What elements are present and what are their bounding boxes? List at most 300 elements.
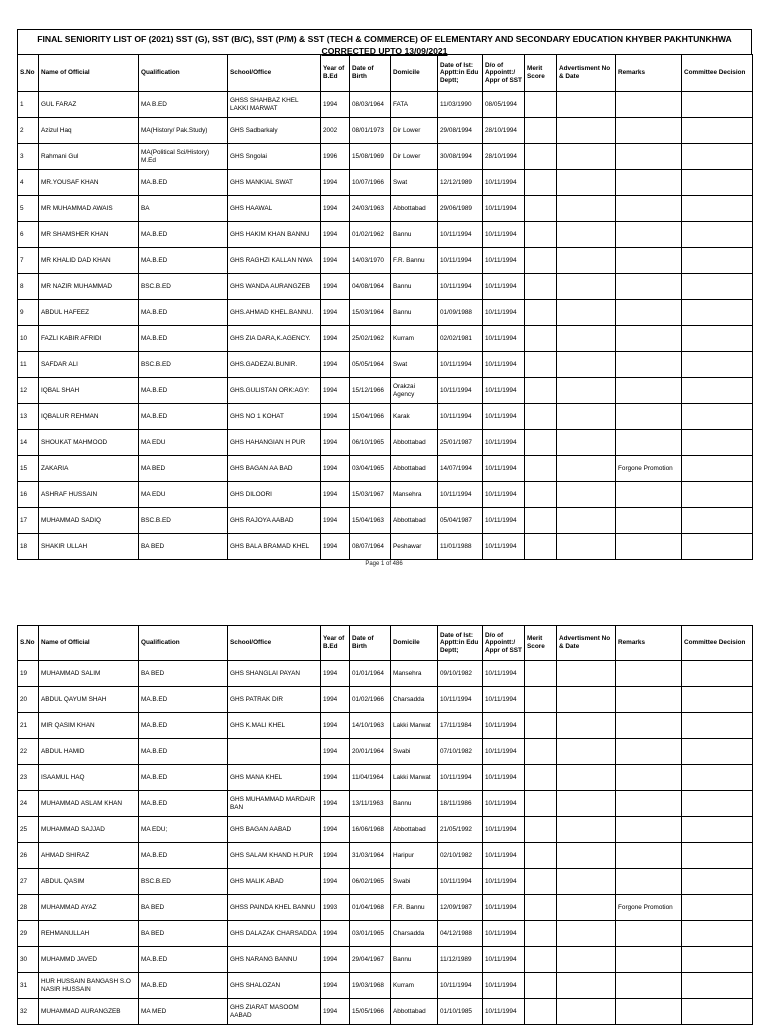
cell-domicile: Orakzai Agency	[391, 378, 438, 404]
cell-name: ZAKARIA	[39, 456, 139, 482]
column-header-qualification: Qualification	[139, 626, 228, 661]
table-row	[18, 817, 753, 843]
cell-qualification: MA MED	[139, 999, 228, 1025]
cell-advert	[557, 843, 616, 869]
cell-advert	[557, 895, 616, 921]
cell-sno: 25	[18, 817, 39, 843]
cell-merit	[525, 456, 557, 482]
cell-merit	[525, 791, 557, 817]
cell-domicile: Swat	[391, 352, 438, 378]
cell-first-appt: 29/08/1994	[438, 118, 483, 144]
title-line-1: FINAL SENIORITY LIST OF (2021) SST (G), SST (B/C), SST (P/M) & SST (TECH & COMMERCE) OF ELEMENTARY AND SECONDARY EDUCATION KHYBER PAKHTUNKHWA	[37, 34, 732, 44]
cell-school: GHS MALIK ABAD	[228, 869, 321, 895]
cell-remarks	[616, 869, 682, 895]
cell-advert	[557, 973, 616, 999]
cell-year-bed: 1994	[321, 791, 350, 817]
cell-committee	[682, 713, 753, 739]
cell-sst-appt: 28/10/1994	[483, 118, 525, 144]
table-row	[18, 92, 753, 118]
cell-advert	[557, 739, 616, 765]
cell-advert	[557, 196, 616, 222]
cell-first-appt: 11/03/1990	[438, 92, 483, 118]
cell-qualification: MA EDU;	[139, 817, 228, 843]
cell-name: MUHAMMAD AURANGZEB	[39, 999, 139, 1025]
cell-name: MR.YOUSAF KHAN	[39, 170, 139, 196]
cell-school: GHS BAGAN AA BAD	[228, 456, 321, 482]
cell-school: GHS DALAZAK CHARSADDA	[228, 921, 321, 947]
table-row	[18, 300, 753, 326]
cell-dob: 06/10/1965	[350, 430, 391, 456]
cell-committee	[682, 170, 753, 196]
cell-year-bed: 1994	[321, 661, 350, 687]
table-row	[18, 430, 753, 456]
cell-first-appt: 05/04/1987	[438, 508, 483, 534]
cell-name: ABDUL HAFEEZ	[39, 300, 139, 326]
cell-name: MR SHAMSHER KHAN	[39, 222, 139, 248]
cell-dob: 15/04/1963	[350, 508, 391, 534]
cell-sst-appt: 10/11/1994	[483, 456, 525, 482]
column-header-year-bed: Year of B.Ed	[321, 55, 350, 92]
cell-sno: 15	[18, 456, 39, 482]
cell-name: SAFDAR ALI	[39, 352, 139, 378]
cell-school: GHS WANDA AURANGZEB	[228, 274, 321, 300]
cell-first-appt: 21/05/1992	[438, 817, 483, 843]
table-header-row	[18, 55, 753, 92]
cell-first-appt: 10/11/1994	[438, 248, 483, 274]
cell-first-appt: 02/02/1981	[438, 326, 483, 352]
cell-advert	[557, 508, 616, 534]
cell-merit	[525, 534, 557, 560]
cell-school: GHS MANA KHEL	[228, 765, 321, 791]
cell-dob: 03/01/1965	[350, 921, 391, 947]
cell-first-appt: 10/11/1994	[438, 274, 483, 300]
cell-first-appt: 11/12/1989	[438, 947, 483, 973]
cell-advert	[557, 765, 616, 791]
cell-remarks	[616, 534, 682, 560]
cell-name: Rahmani Gul	[39, 144, 139, 170]
cell-merit	[525, 170, 557, 196]
cell-remarks	[616, 92, 682, 118]
cell-name: GUL FARAZ	[39, 92, 139, 118]
cell-first-appt: 09/10/1982	[438, 661, 483, 687]
cell-first-appt: 12/09/1987	[438, 895, 483, 921]
column-header-remarks: Remarks	[616, 626, 682, 661]
table-header-row	[18, 626, 753, 661]
cell-sst-appt: 10/11/1994	[483, 274, 525, 300]
cell-sno: 18	[18, 534, 39, 560]
cell-remarks: Forgone Promotion	[616, 895, 682, 921]
cell-advert	[557, 170, 616, 196]
cell-dob: 04/08/1964	[350, 274, 391, 300]
cell-first-appt: 10/11/1994	[438, 482, 483, 508]
cell-domicile: Abbottabad	[391, 456, 438, 482]
cell-merit	[525, 274, 557, 300]
table-row	[18, 713, 753, 739]
title-line-2: CORRECTED UPTO 13/09/2021	[321, 46, 448, 56]
column-header-first-appt: Date of Ist: Apptt:in Edu Deptt;	[438, 626, 483, 661]
cell-committee	[682, 300, 753, 326]
cell-qualification: MA.B.ED	[139, 947, 228, 973]
cell-dob: 06/02/1965	[350, 869, 391, 895]
cell-committee	[682, 456, 753, 482]
cell-remarks	[616, 843, 682, 869]
cell-advert	[557, 947, 616, 973]
cell-sst-appt: 10/11/1994	[483, 508, 525, 534]
cell-dob: 29/04/1967	[350, 947, 391, 973]
cell-dob: 08/01/1973	[350, 118, 391, 144]
cell-merit	[525, 973, 557, 999]
column-header-advert: Advertisment No & Date	[557, 55, 616, 92]
cell-domicile: Abbottabad	[391, 817, 438, 843]
cell-year-bed: 1994	[321, 300, 350, 326]
cell-qualification: MA.B.ED	[139, 843, 228, 869]
cell-advert	[557, 326, 616, 352]
table-row	[18, 687, 753, 713]
cell-first-appt: 10/11/1994	[438, 222, 483, 248]
cell-merit	[525, 817, 557, 843]
cell-school: GHS Sngolai	[228, 144, 321, 170]
column-header-year-bed: Year of B.Ed	[321, 626, 350, 661]
cell-sno: 2	[18, 118, 39, 144]
cell-domicile: Abbottabad	[391, 999, 438, 1025]
cell-sno: 12	[18, 378, 39, 404]
cell-merit	[525, 92, 557, 118]
cell-sst-appt: 10/11/1994	[483, 817, 525, 843]
cell-school: GHS SHALOZAN	[228, 973, 321, 999]
cell-school: GHS.AHMAD KHEL.BANNU.	[228, 300, 321, 326]
cell-dob: 10/07/1966	[350, 170, 391, 196]
cell-qualification: MA.B.ED	[139, 300, 228, 326]
cell-merit	[525, 687, 557, 713]
cell-sno: 6	[18, 222, 39, 248]
cell-sno: 20	[18, 687, 39, 713]
cell-sno: 14	[18, 430, 39, 456]
cell-advert	[557, 274, 616, 300]
cell-domicile: Swabi	[391, 869, 438, 895]
cell-name: FAZLI KABIR AFRIDI	[39, 326, 139, 352]
seniority-table-page-2	[17, 625, 753, 1025]
cell-committee	[682, 508, 753, 534]
cell-year-bed: 1996	[321, 144, 350, 170]
table-row	[18, 869, 753, 895]
cell-qualification: BA BED	[139, 921, 228, 947]
cell-advert	[557, 92, 616, 118]
cell-dob: 15/12/1966	[350, 378, 391, 404]
cell-first-appt: 10/11/1994	[438, 765, 483, 791]
cell-domicile: Lakki Marwat	[391, 713, 438, 739]
cell-sst-appt: 10/11/1994	[483, 482, 525, 508]
cell-merit	[525, 196, 557, 222]
table-row	[18, 456, 753, 482]
cell-merit	[525, 118, 557, 144]
document-page-2	[17, 625, 752, 1025]
cell-dob: 11/04/1964	[350, 765, 391, 791]
cell-dob: 24/03/1963	[350, 196, 391, 222]
cell-advert	[557, 300, 616, 326]
cell-first-appt: 10/11/1994	[438, 352, 483, 378]
cell-advert	[557, 869, 616, 895]
cell-remarks	[616, 791, 682, 817]
cell-domicile: Bannu	[391, 300, 438, 326]
cell-qualification: MA.B.ED	[139, 739, 228, 765]
table-row	[18, 378, 753, 404]
cell-committee	[682, 999, 753, 1025]
cell-year-bed: 1994	[321, 534, 350, 560]
cell-year-bed: 1994	[321, 843, 350, 869]
cell-name: ABDUL QAYUM SHAH	[39, 687, 139, 713]
cell-first-appt: 10/11/1994	[438, 869, 483, 895]
cell-committee	[682, 404, 753, 430]
column-header-school: School/Office	[228, 626, 321, 661]
cell-committee	[682, 973, 753, 999]
cell-sst-appt: 10/11/1994	[483, 248, 525, 274]
cell-qualification: BSC.B.ED	[139, 274, 228, 300]
cell-school: GHS DILOORI	[228, 482, 321, 508]
table-row	[18, 196, 753, 222]
cell-sst-appt: 10/11/1994	[483, 170, 525, 196]
cell-sst-appt: 10/11/1994	[483, 921, 525, 947]
cell-name: REHMANULLAH	[39, 921, 139, 947]
cell-first-appt: 10/11/1994	[438, 404, 483, 430]
document-title	[17, 29, 752, 54]
column-header-remarks: Remarks	[616, 55, 682, 92]
cell-year-bed: 1994	[321, 687, 350, 713]
cell-name: MR MUHAMMAD AWAIS	[39, 196, 139, 222]
table-row	[18, 248, 753, 274]
column-header-merit: Merit Score	[525, 55, 557, 92]
cell-year-bed: 1994	[321, 378, 350, 404]
cell-domicile: Bannu	[391, 222, 438, 248]
column-header-name: Name of Official	[39, 55, 139, 92]
column-header-merit: Merit Score	[525, 626, 557, 661]
cell-advert	[557, 534, 616, 560]
document-page-1	[17, 29, 752, 560]
cell-school: GHS HAAWAL	[228, 196, 321, 222]
cell-first-appt: 04/12/1988	[438, 921, 483, 947]
cell-committee	[682, 378, 753, 404]
cell-school: GHS NARANG BANNU	[228, 947, 321, 973]
cell-dob: 15/03/1964	[350, 300, 391, 326]
cell-name: MUHAMMAD ASLAM KHAN	[39, 791, 139, 817]
cell-sst-appt: 10/11/1994	[483, 404, 525, 430]
cell-domicile: Mansehra	[391, 661, 438, 687]
cell-remarks	[616, 973, 682, 999]
cell-school: GHSS SHAHBAZ KHEL LAKKI MARWAT	[228, 92, 321, 118]
cell-year-bed: 1994	[321, 274, 350, 300]
cell-year-bed: 1994	[321, 947, 350, 973]
cell-remarks	[616, 765, 682, 791]
cell-dob: 20/01/1964	[350, 739, 391, 765]
cell-advert	[557, 404, 616, 430]
cell-qualification: BSC.B.ED	[139, 352, 228, 378]
cell-sst-appt: 10/11/1994	[483, 352, 525, 378]
cell-advert	[557, 352, 616, 378]
cell-name: MIR QASIM KHAN	[39, 713, 139, 739]
cell-sst-appt: 10/11/1994	[483, 326, 525, 352]
cell-qualification: MA.B.ED	[139, 170, 228, 196]
cell-dob: 15/04/1966	[350, 404, 391, 430]
cell-dob: 15/08/1969	[350, 144, 391, 170]
table-row	[18, 352, 753, 378]
cell-remarks	[616, 430, 682, 456]
table-row	[18, 843, 753, 869]
cell-qualification: MA.B.ED	[139, 378, 228, 404]
cell-year-bed: 1994	[321, 817, 350, 843]
cell-committee	[682, 895, 753, 921]
cell-school: GHSS PAINDA KHEL BANNU	[228, 895, 321, 921]
cell-name: Azizul Haq	[39, 118, 139, 144]
column-header-committee: Committee Decision	[682, 626, 753, 661]
cell-merit	[525, 404, 557, 430]
cell-dob: 15/05/1966	[350, 999, 391, 1025]
cell-year-bed: 1994	[321, 482, 350, 508]
cell-dob: 14/10/1963	[350, 713, 391, 739]
cell-merit	[525, 352, 557, 378]
cell-domicile: FATA	[391, 92, 438, 118]
seniority-table-page-1	[17, 54, 753, 560]
cell-committee	[682, 118, 753, 144]
cell-advert	[557, 713, 616, 739]
cell-first-appt: 17/11/1984	[438, 713, 483, 739]
cell-advert	[557, 378, 616, 404]
cell-first-appt: 14/07/1994	[438, 456, 483, 482]
cell-sno: 23	[18, 765, 39, 791]
cell-domicile: Abbottabad	[391, 430, 438, 456]
cell-sno: 22	[18, 739, 39, 765]
table-row	[18, 973, 753, 999]
cell-domicile: Mansehra	[391, 482, 438, 508]
cell-year-bed: 1994	[321, 430, 350, 456]
cell-sno: 31	[18, 973, 39, 999]
cell-sst-appt: 10/11/1994	[483, 222, 525, 248]
cell-remarks	[616, 661, 682, 687]
cell-first-appt: 02/10/1982	[438, 843, 483, 869]
cell-sst-appt: 10/11/1994	[483, 739, 525, 765]
cell-year-bed: 1994	[321, 248, 350, 274]
cell-merit	[525, 378, 557, 404]
cell-committee	[682, 352, 753, 378]
cell-remarks: Forgone Promotion	[616, 456, 682, 482]
table-row	[18, 170, 753, 196]
cell-sno: 8	[18, 274, 39, 300]
cell-first-appt: 18/11/1986	[438, 791, 483, 817]
cell-sst-appt: 10/11/1994	[483, 661, 525, 687]
cell-advert	[557, 482, 616, 508]
cell-dob: 05/05/1964	[350, 352, 391, 378]
cell-qualification: MA.B.ED	[139, 973, 228, 999]
cell-dob: 01/02/1962	[350, 222, 391, 248]
cell-school: GHS BAGAN AABAD	[228, 817, 321, 843]
cell-advert	[557, 222, 616, 248]
table-row	[18, 999, 753, 1025]
table-row	[18, 947, 753, 973]
cell-sno: 11	[18, 352, 39, 378]
cell-name: MR NAZIR MUHAMMAD	[39, 274, 139, 300]
cell-remarks	[616, 300, 682, 326]
cell-name: MUHAMMAD SADIQ	[39, 508, 139, 534]
cell-advert	[557, 999, 616, 1025]
cell-merit	[525, 869, 557, 895]
column-header-qualification: Qualification	[139, 55, 228, 92]
cell-name: IQBALUR REHMAN	[39, 404, 139, 430]
cell-remarks	[616, 921, 682, 947]
cell-year-bed: 1994	[321, 404, 350, 430]
cell-advert	[557, 248, 616, 274]
cell-committee	[682, 791, 753, 817]
cell-merit	[525, 947, 557, 973]
table-row	[18, 739, 753, 765]
cell-committee	[682, 248, 753, 274]
cell-committee	[682, 687, 753, 713]
cell-first-appt: 01/10/1985	[438, 999, 483, 1025]
cell-school: GHS RAGHZI KALLAN NWA	[228, 248, 321, 274]
cell-committee	[682, 326, 753, 352]
cell-remarks	[616, 248, 682, 274]
cell-dob: 08/07/1964	[350, 534, 391, 560]
table-row	[18, 482, 753, 508]
cell-advert	[557, 118, 616, 144]
cell-remarks	[616, 326, 682, 352]
cell-merit	[525, 430, 557, 456]
cell-committee	[682, 661, 753, 687]
column-header-dob: Date of Birth	[350, 626, 391, 661]
cell-advert	[557, 791, 616, 817]
cell-sst-appt: 10/11/1994	[483, 947, 525, 973]
cell-first-appt: 01/09/1988	[438, 300, 483, 326]
cell-domicile: Abbottabad	[391, 508, 438, 534]
cell-school: GHS K.MALI KHEL	[228, 713, 321, 739]
table-row	[18, 661, 753, 687]
cell-name: HUR HUSSAIN BANGASH S.O NASIR HUSSAIN	[39, 973, 139, 999]
cell-remarks	[616, 947, 682, 973]
cell-domicile: Haripur	[391, 843, 438, 869]
cell-sst-appt: 10/11/1994	[483, 300, 525, 326]
cell-dob: 25/02/1962	[350, 326, 391, 352]
cell-domicile: Dir Lower	[391, 118, 438, 144]
cell-remarks	[616, 222, 682, 248]
cell-sst-appt: 08/05/1994	[483, 92, 525, 118]
cell-year-bed: 1994	[321, 196, 350, 222]
cell-year-bed: 1994	[321, 999, 350, 1025]
cell-dob: 15/03/1967	[350, 482, 391, 508]
cell-sst-appt: 10/11/1994	[483, 378, 525, 404]
cell-remarks	[616, 274, 682, 300]
cell-school: GHS MANKIAL SWAT	[228, 170, 321, 196]
cell-remarks	[616, 508, 682, 534]
cell-qualification: MA.B.ED	[139, 404, 228, 430]
column-header-sno: S.No	[18, 55, 39, 92]
cell-dob: 08/03/1964	[350, 92, 391, 118]
cell-sst-appt: 10/11/1994	[483, 869, 525, 895]
cell-year-bed: 1993	[321, 895, 350, 921]
cell-committee	[682, 144, 753, 170]
cell-qualification: BSC.B.ED	[139, 869, 228, 895]
cell-committee	[682, 430, 753, 456]
cell-qualification: MA(History/ Pak.Study)	[139, 118, 228, 144]
cell-remarks	[616, 118, 682, 144]
cell-domicile: Peshawar	[391, 534, 438, 560]
cell-merit	[525, 765, 557, 791]
table-row	[18, 274, 753, 300]
column-header-name: Name of Official	[39, 626, 139, 661]
cell-name: ABDUL QASIM	[39, 869, 139, 895]
cell-year-bed: 1994	[321, 326, 350, 352]
cell-year-bed: 1994	[321, 92, 350, 118]
cell-sst-appt: 10/11/1994	[483, 430, 525, 456]
column-header-first-appt: Date of Ist: Apptt:in Edu Deptt;	[438, 55, 483, 92]
cell-qualification: BA BED	[139, 895, 228, 921]
cell-sno: 28	[18, 895, 39, 921]
